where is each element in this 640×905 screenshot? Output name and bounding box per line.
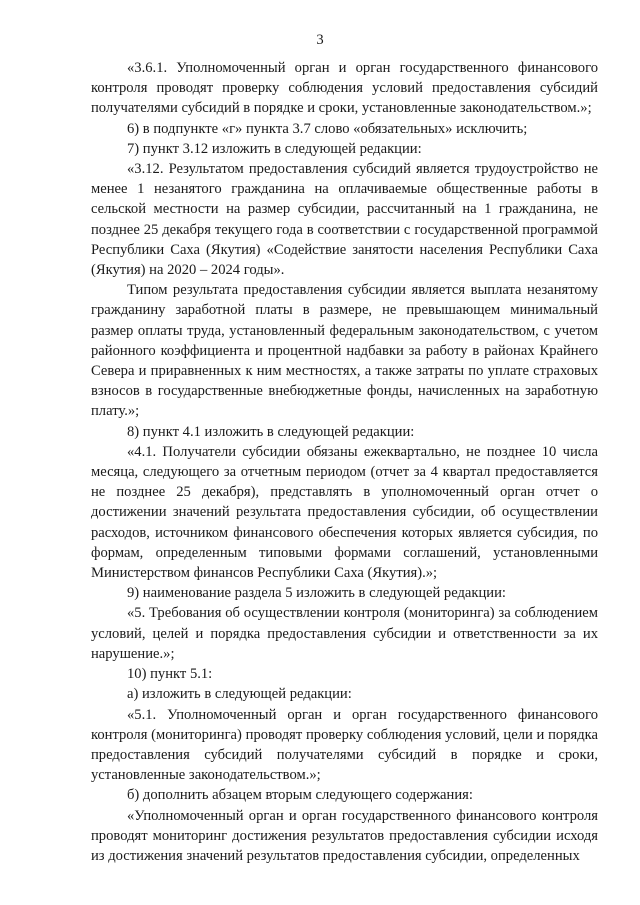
document-body (91, 58, 598, 866)
paragraph-item-7: 7) пункт 3.12 изложить в следующей редакции: (127, 140, 422, 157)
paragraph-result-type: Типом результата предоставления субсидии является выплата незанятому гражданину заработной платы в размере, не превышающем минимальный размер оплаты труда, установленный федеральным законодательством, с учетом районного коэффициента и процентной надбавки за работу в районах Крайнего Севера и приравненных к ним местностях, а также затраты по уплате страховых взносов в государственные внебюджетные фонды, начисленных на заработную плату.»; (91, 282, 598, 420)
paragraph-5-1: «5.1. Уполномоченный орган и орган государственного финансового контроля (мониторинга) проводят проверку соблюдения условий, цели и порядка предоставления субсидий получателями субсидий в порядке и сроки, установленные законодательством.»; (91, 706, 598, 784)
paragraph-item-10: 10) пункт 5.1: (127, 666, 213, 683)
paragraph-item-6: 6) в подпункте «г» пункта 3.7 слово «обязательных» исключить; (127, 120, 528, 137)
paragraph-section-5-title: «5. Требования об осуществлении контроля (мониторинга) за соблюдением условий, целей и порядка предоставления субсидии и ответственности за их нарушение.»; (91, 605, 598, 662)
paragraph-item-9: 9) наименование раздела 5 изложить в следующей редакции: (127, 585, 506, 602)
paragraph-subitem-a: а) изложить в следующей редакции: (127, 686, 352, 703)
paragraph-subitem-b: б) дополнить абзацем вторым следующего содержания: (127, 787, 473, 804)
paragraph-monitoring: «Уполномоченный орган и орган государственного финансового контроля проводят мониторинг достижения результатов предоставления субсидии исходя из достижения значений результатов предоставления субсидии, определенных (91, 807, 598, 864)
paragraph-3-12: «3.12. Результатом предоставления субсидий является трудоустройство не менее 1 незанятого гражданина на оплачиваемые общественные работы в сельской местности на размер субсидии, рассчитанный на 1 гражданина, не позднее 25 декабря текущего года в соответствии с государственной программой Республики Саха (Якутия) «Содействие занятости населения Республики Саха (Якутия) на 2020 – 2024 годы». (91, 161, 598, 279)
paragraph-item-8: 8) пункт 4.1 изложить в следующей редакции: (127, 423, 415, 440)
paragraph-4-1: «4.1. Получатели субсидии обязаны ежеквартально, не позднее 10 числа месяца, следующего за отчетным периодом (отчет за 4 квартал предоставляется не позднее 25 декабря), представлять в уполномоченный орган отчет о достижении значений результата предоставления субсидии, об осуществлении расходов, источником финансового обеспечения которых является субсидия, по формам, определенным типовыми формами соглашений, установленными Министерством финансов Республики Саха (Якутия).»; (91, 443, 598, 582)
paragraph-3-6-1: «3.6.1. Уполномоченный орган и орган государственного финансового контроля проводят проверку соблюдения условий предоставления субсидий получателями субсидий в порядке и сроки, установленные законодательством.»; (91, 60, 598, 117)
page-number: 3 (316, 32, 324, 48)
